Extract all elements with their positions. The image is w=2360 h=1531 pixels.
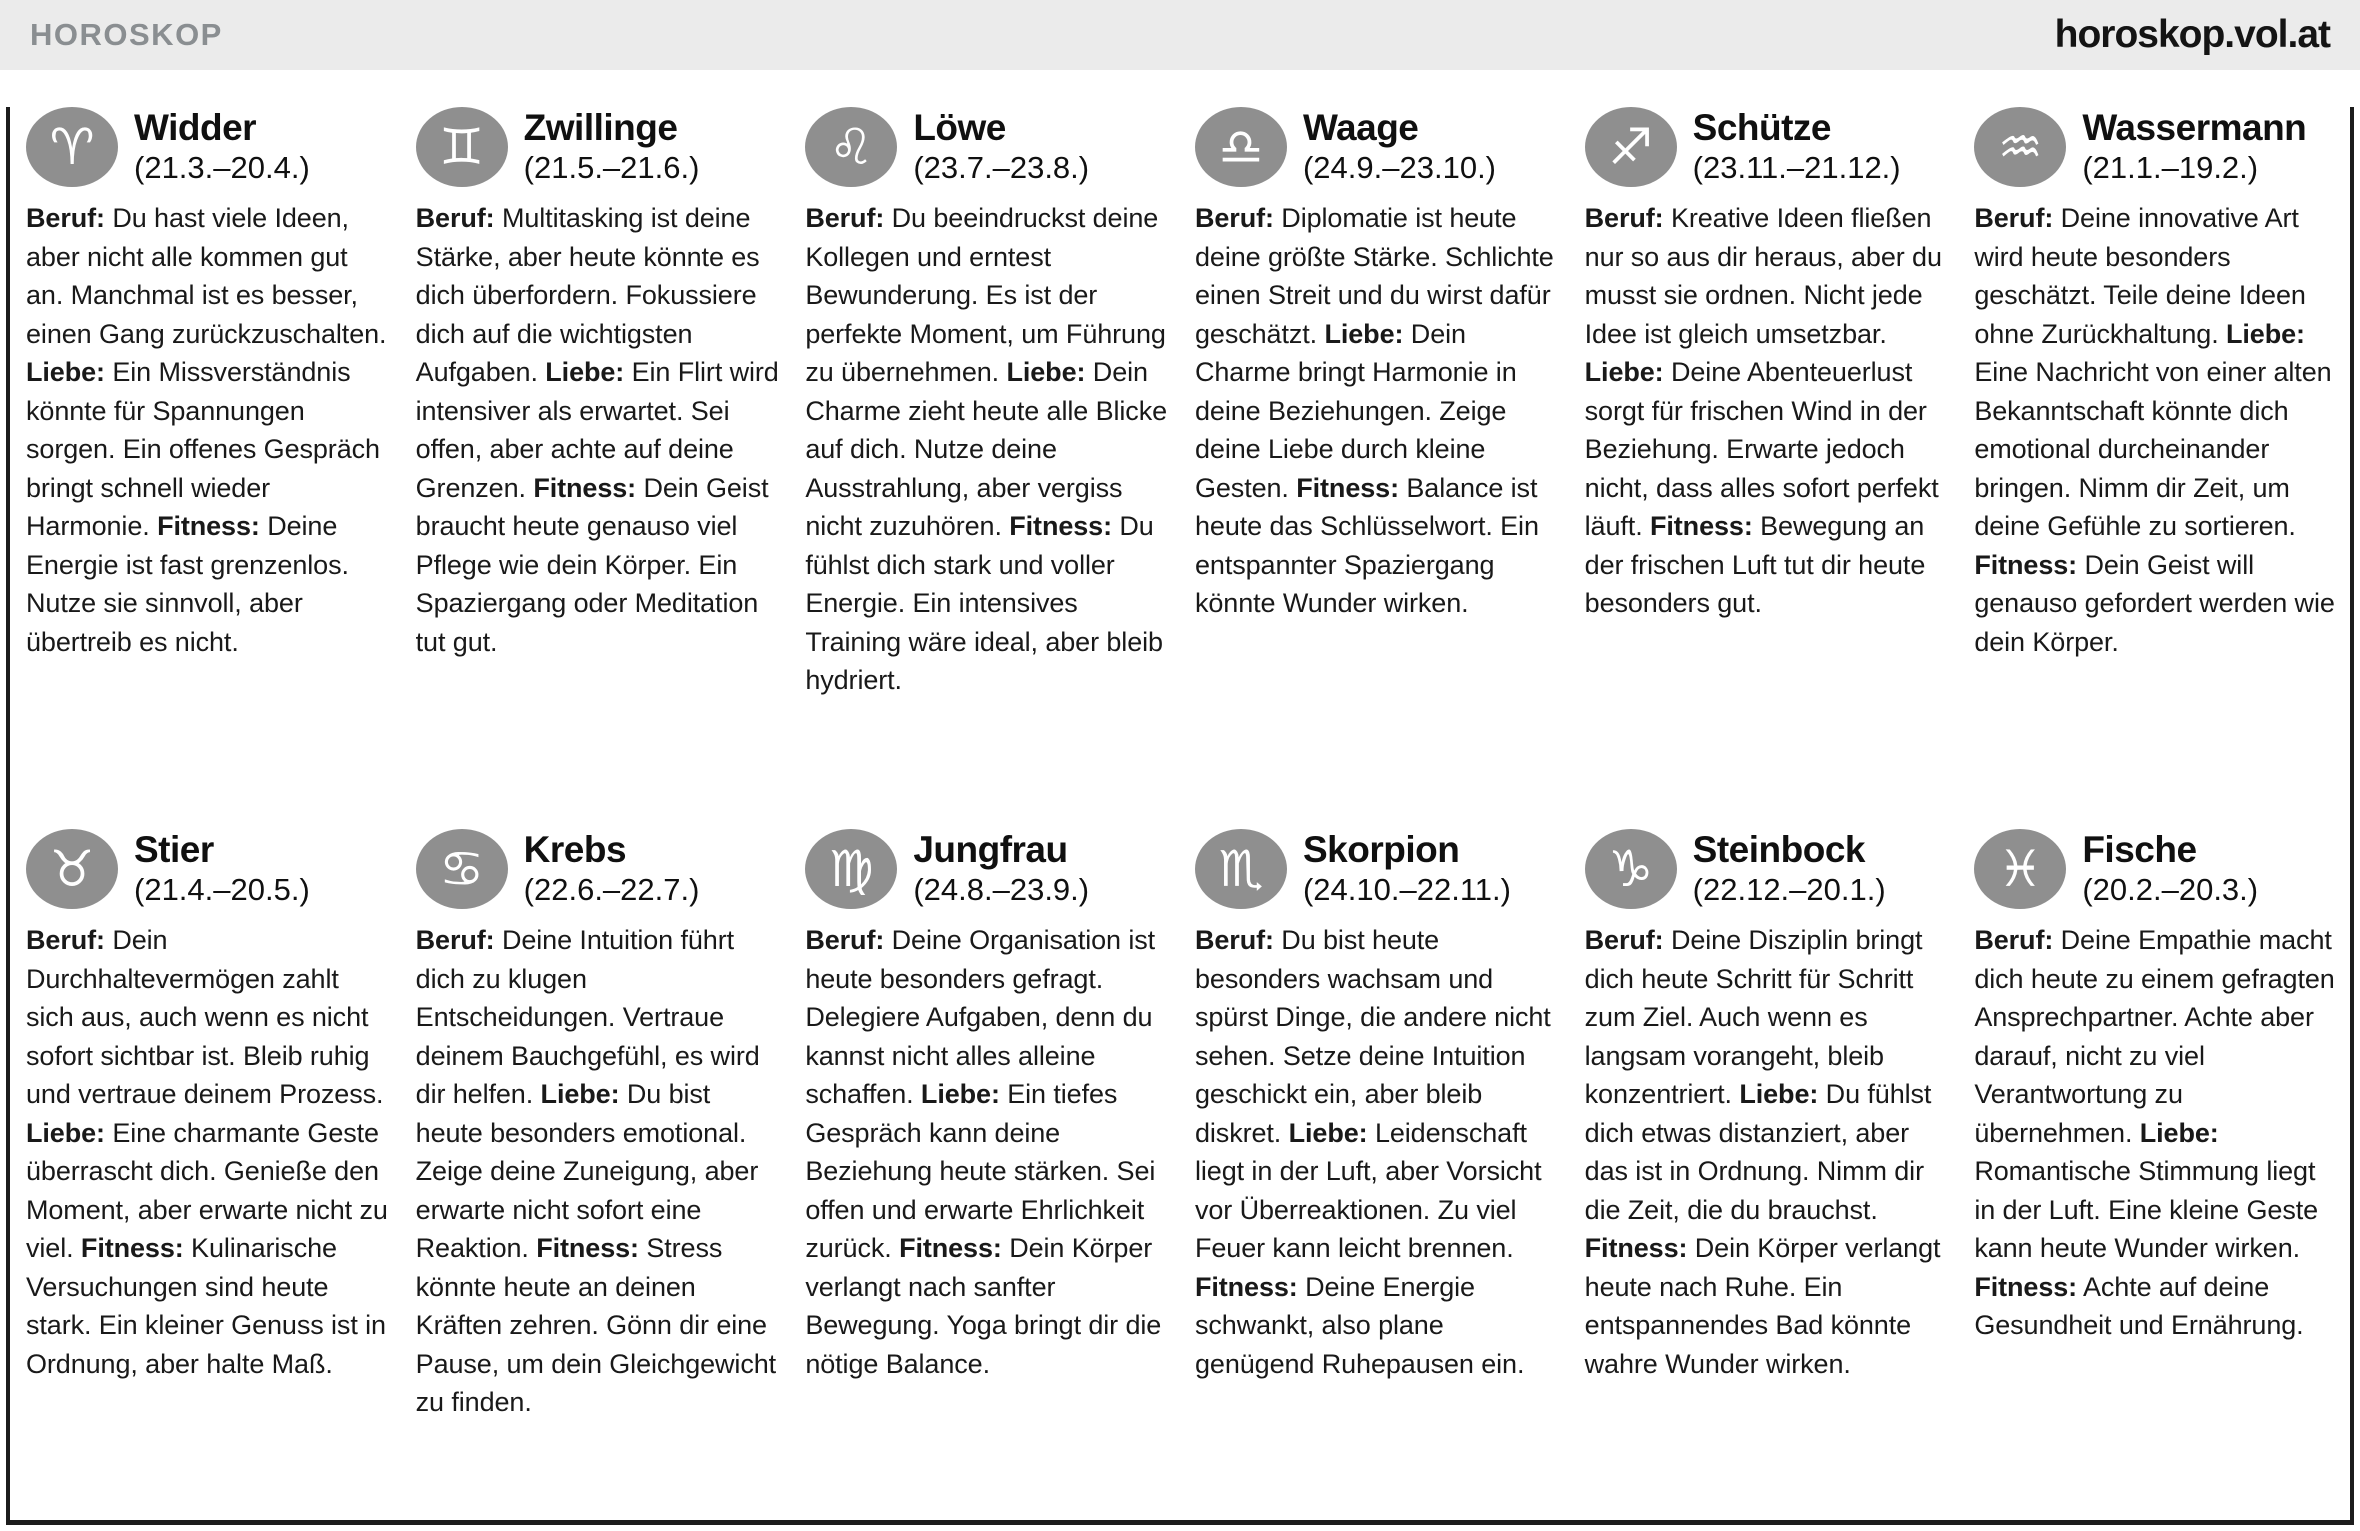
beruf-text: Du bist heute besonders wachsam und spürst Dinge, die andere nicht sehen. Setze deine Intuition geschickt ein, aber bleib diskret. — [1194, 925, 1551, 1148]
beruf-label: Beruf: — [1194, 925, 1274, 955]
liebe-text: Eine charmante Geste überrascht dich. Genieße den Moment, aber erwarte nicht zu viel. — [26, 1117, 388, 1263]
liebe-label: Liebe: — [545, 357, 625, 387]
fitness-text: Bewegung an der frischen Luft tut dir heute besonders gut. — [1584, 511, 1926, 618]
beruf-text: Deine innovative Art wird heute besonders geschätzt. Teile deine Ideen ohne Zurückhaltung. — [1974, 203, 2306, 349]
horoscope-text — [805, 921, 1169, 1383]
sign-name: Stier — [134, 829, 214, 871]
zodiac-glyph: ♋ — [439, 840, 485, 898]
sign-head — [416, 829, 780, 909]
sign-card-steinbock — [1585, 829, 1949, 1520]
sign-name: Waage — [1302, 107, 1419, 149]
sign-head — [805, 107, 1169, 187]
zwillinge-icon — [416, 107, 508, 187]
beruf-text: Diplomatie ist heute deine größte Stärke. Schlichte einen Streit und du wirst dafür geschätzt. — [1194, 203, 1554, 349]
sign-head — [1974, 107, 2338, 187]
beruf-label: Beruf: — [1974, 203, 2054, 233]
fitness-text: Dein Körper verlangt nach sanfter Bewegung. Yoga bringt dir die nötige Balance. — [805, 1233, 1162, 1379]
sign-dates: (23.11.–21.12.) — [1692, 149, 1901, 185]
fitness-label: Fitness: — [80, 1233, 184, 1263]
sign-card-schuetze — [1585, 107, 1949, 829]
stier-icon — [26, 829, 118, 909]
sign-name: Skorpion — [1302, 829, 1460, 871]
loewe-icon — [805, 107, 897, 187]
liebe-label: Liebe: — [26, 1117, 105, 1148]
sign-name: Jungfrau — [913, 829, 1068, 871]
beruf-label: Beruf: — [805, 925, 885, 955]
liebe-label: Liebe: — [1324, 318, 1404, 349]
horoscope-text — [1585, 199, 1949, 623]
sign-dates: (24.8.–23.9.) — [913, 871, 1090, 907]
beruf-label: Beruf: — [415, 203, 495, 233]
sign-dates: (21.4.–20.5.) — [134, 871, 310, 907]
sign-name: Zwillinge — [523, 107, 678, 149]
sign-dates: (21.5.–21.6.) — [523, 149, 700, 185]
fitness-label: Fitness: — [1194, 1271, 1298, 1302]
horoscope-text — [26, 199, 390, 661]
fitness-text: Dein Geist braucht heute genauso viel Pflege wie dein Körper. Ein Spaziergang oder Meditation tut gut. — [415, 472, 769, 657]
beruf-text: Deine Intuition führt dich zu klugen Entscheidungen. Vertraue deinem Bauchgefühl, es wird dir helfen. — [415, 925, 760, 1109]
sign-name: Fische — [2082, 829, 2197, 871]
zodiac-glyph: ♊ — [439, 118, 485, 176]
zodiac-glyph: ♏ — [1218, 840, 1264, 898]
sign-head — [26, 107, 390, 187]
liebe-text: Leidenschaft liegt in der Luft, aber Vorsicht vor Überreaktionen. Zu viel Feuer kann leicht brennen. — [1194, 1117, 1542, 1263]
fitness-label: Fitness: — [1974, 549, 2078, 580]
horoscope-text — [1974, 199, 2338, 661]
steinbock-icon — [1585, 829, 1677, 909]
waage-icon — [1195, 107, 1287, 187]
sign-name: Krebs — [523, 829, 627, 871]
liebe-text: Eine Nachricht von einer alten Bekanntschaft könnte dich emotional durcheinander bringen. Nimm dir Zeit, um deine Gefühle zu sortieren. — [1974, 357, 2332, 541]
beruf-label: Beruf: — [1584, 203, 1664, 233]
sign-head — [1195, 829, 1559, 909]
liebe-label: Liebe: — [540, 1079, 620, 1109]
schuetze-icon — [1585, 107, 1677, 187]
beruf-label: Beruf: — [26, 925, 105, 955]
zodiac-glyph: ♒ — [1997, 118, 2043, 176]
sign-name: Wassermann — [2082, 107, 2307, 149]
horoscope-text — [1585, 921, 1949, 1383]
zodiac-glyph: ♓ — [1997, 840, 2043, 898]
horoscope-text — [805, 199, 1169, 700]
sign-card-waage — [1195, 107, 1559, 829]
sign-card-wassermann — [1974, 107, 2338, 829]
beruf-label: Beruf: — [805, 203, 885, 233]
fitness-label: Fitness: — [1974, 1271, 2078, 1302]
fitness-label: Fitness: — [157, 511, 260, 541]
beruf-text: Dein Durchhaltevermögen zahlt sich aus, auch wenn es nicht sofort sichtbar ist. Bleib ruhig und vertraue deinem Prozess. — [26, 925, 384, 1109]
liebe-label: Liebe: — [920, 1079, 1000, 1109]
liebe-label: Liebe: — [2139, 1117, 2219, 1148]
content-frame — [6, 107, 2354, 1525]
liebe-text: Ein Missverständnis könnte für Spannungen sorgen. Ein offenes Gespräch bringt schnell wieder Harmonie. — [26, 357, 380, 541]
liebe-text: Romantische Stimmung liegt in der Luft. Eine kleine Geste kann heute Wunder wirken. — [1974, 1156, 2319, 1263]
sign-card-zwillinge — [416, 107, 780, 829]
fitness-text: Achte auf deine Gesundheit und Ernährung. — [1974, 1271, 2304, 1340]
wassermann-icon — [1974, 107, 2066, 187]
fitness-label: Fitness: — [536, 1233, 639, 1263]
liebe-text: Du bist heute besonders emotional. Zeige deine Zuneigung, aber erwarte nicht sofort eine Reaktion. — [415, 1079, 759, 1263]
fitness-label: Fitness: — [899, 1233, 1002, 1263]
beruf-label: Beruf: — [415, 925, 495, 955]
sign-card-stier — [26, 829, 390, 1520]
liebe-text: Ein Flirt wird intensiver als erwartet. Sei offen, aber achte auf deine Grenzen. — [415, 357, 779, 503]
liebe-label: Liebe: — [1288, 1117, 1368, 1148]
zodiac-glyph: ♈ — [49, 118, 95, 176]
beruf-label: Beruf: — [26, 203, 105, 233]
fitness-text: Kulinarische Versuchungen sind heute stark. Ein kleiner Genuss ist in Ordnung, aber halte Maß. — [26, 1233, 386, 1379]
skorpion-icon — [1195, 829, 1287, 909]
zodiac-glyph: ♉ — [49, 840, 95, 898]
sign-head — [805, 829, 1169, 909]
sign-dates: (21.3.–20.4.) — [134, 149, 310, 185]
signs-grid — [26, 107, 2338, 1520]
fitness-text: Du fühlst dich stark und voller Energie. Ein intensives Training wäre ideal, aber bleib hydriert. — [805, 511, 1163, 695]
fitness-text: Deine Energie ist fast grenzenlos. Nutze sie sinnvoll, aber übertreib es nicht. — [26, 511, 349, 657]
sign-head — [1974, 829, 2338, 909]
sign-card-loewe — [805, 107, 1169, 829]
beruf-text: Deine Organisation ist heute besonders gefragt. Delegiere Aufgaben, denn du kannst nicht alles alleine schaffen. — [805, 925, 1156, 1109]
sign-head — [1585, 829, 1949, 909]
sign-dates: (20.2.–20.3.) — [2082, 871, 2259, 907]
sign-name: Schütze — [1692, 107, 1832, 149]
fitness-label: Fitness: — [1650, 511, 1753, 541]
sign-card-jungfrau — [805, 829, 1169, 1520]
sign-dates: (21.1.–19.2.) — [2082, 149, 2259, 185]
beruf-text: Deine Disziplin bringt dich heute Schritt für Schritt zum Ziel. Auch wenn es langsam vorangeht, bleib konzentriert. — [1584, 925, 1923, 1109]
liebe-label: Liebe: — [1584, 357, 1664, 387]
fitness-text: Stress könnte heute an deinen Kräften zehren. Gönn dir eine Pause, um dein Gleichgewicht zu finden. — [415, 1233, 777, 1417]
beruf-text: Deine Empathie macht dich heute zu einem gefragten Ansprechpartner. Achte aber darauf, nicht zu viel Verantwortung zu übernehmen. — [1974, 925, 2335, 1148]
zodiac-glyph: ♑ — [1608, 840, 1654, 898]
beruf-text: Du beeindruckst deine Kollegen und erntest Bewunderung. Es ist der perfekte Moment, um Führung zu übernehmen. — [805, 203, 1166, 387]
zodiac-glyph: ♍ — [828, 840, 874, 898]
zodiac-glyph: ♌ — [828, 118, 874, 176]
sign-name: Steinbock — [1692, 829, 1865, 871]
sign-dates: (22.12.–20.1.) — [1692, 871, 1886, 907]
beruf-text: Du hast viele Ideen, aber nicht alle kommen gut an. Manchmal ist es besser, einen Gang zurückzuschalten. — [26, 203, 387, 349]
fitness-text: Deine Energie schwankt, also plane genügend Ruhepausen ein. — [1194, 1271, 1525, 1379]
fitness-label: Fitness: — [1296, 472, 1399, 503]
horoscope-text — [1195, 199, 1559, 623]
horoscope-text — [416, 199, 780, 661]
beruf-label: Beruf: — [1584, 925, 1664, 955]
fitness-label: Fitness: — [1009, 511, 1112, 541]
sign-head — [26, 829, 390, 909]
horoscope-text — [26, 921, 390, 1383]
page-title: HOROSKOP — [30, 17, 223, 52]
liebe-text: Dein Charme zieht heute alle Blicke auf dich. Nutze deine Ausstrahlung, aber vergiss nicht zuzuhören. — [805, 357, 1168, 541]
liebe-label: Liebe: — [2226, 318, 2305, 349]
sign-name: Löwe — [913, 107, 1006, 149]
fitness-label: Fitness: — [1584, 1233, 1688, 1263]
zodiac-glyph: ♎ — [1218, 118, 1264, 176]
sign-card-skorpion — [1195, 829, 1559, 1520]
liebe-text: Du fühlst dich etwas distanziert, aber das ist in Ordnung. Nimm dir die Zeit, die du brauchst. — [1584, 1079, 1932, 1225]
liebe-text: Ein tiefes Gespräch kann deine Beziehung heute stärken. Sei offen und erwarte Ehrlichkeit zurück. — [805, 1079, 1156, 1263]
sign-card-widder — [26, 107, 390, 829]
sign-name: Widder — [134, 107, 257, 149]
horoscope-text — [416, 921, 780, 1422]
liebe-label: Liebe: — [1739, 1079, 1819, 1109]
fitness-text: Dein Geist will genauso gefordert werden wie dein Körper. — [1974, 549, 2335, 657]
sign-card-fische — [1974, 829, 2338, 1520]
sign-card-krebs — [416, 829, 780, 1520]
horoscope-text — [1974, 921, 2338, 1345]
liebe-label: Liebe: — [1006, 357, 1086, 387]
liebe-label: Liebe: — [26, 357, 105, 387]
beruf-text: Kreative Ideen fließen nur so aus dir heraus, aber du musst sie ordnen. Nicht jede Idee ist gleich umsetzbar. — [1584, 203, 1942, 349]
sign-head — [1195, 107, 1559, 187]
sign-dates: (24.9.–23.10.) — [1302, 149, 1497, 185]
krebs-icon — [416, 829, 508, 909]
page-header — [0, 0, 2360, 70]
horoscope-text — [1195, 921, 1559, 1383]
sign-dates: (24.10.–22.11.) — [1302, 871, 1511, 907]
site-url: horoskop.vol.at — [2054, 13, 2330, 56]
beruf-label: Beruf: — [1194, 203, 1274, 233]
liebe-text: Dein Charme bringt Harmonie in deine Beziehungen. Zeige deine Liebe durch kleine Gesten. — [1194, 318, 1517, 503]
beruf-text: Multitasking ist deine Stärke, aber heute könnte es dich überfordern. Fokussiere dich auf die wichtigsten Aufgaben. — [415, 203, 760, 387]
fitness-label: Fitness: — [533, 472, 637, 503]
jungfrau-icon — [805, 829, 897, 909]
fitness-text: Balance ist heute das Schlüsselwort. Ein entspannter Spaziergang könnte Wunder wirken. — [1194, 472, 1539, 618]
sign-head — [416, 107, 780, 187]
beruf-label: Beruf: — [1974, 925, 2054, 955]
fische-icon — [1974, 829, 2066, 909]
zodiac-glyph: ♐ — [1608, 118, 1654, 176]
liebe-text: Deine Abenteuerlust sorgt für frischen Wind in der Beziehung. Erwarte jedoch nicht, dass alles sofort perfekt läuft. — [1584, 357, 1939, 541]
widder-icon — [26, 107, 118, 187]
sign-head — [1585, 107, 1949, 187]
sign-dates: (22.6.–22.7.) — [523, 871, 700, 907]
fitness-text: Dein Körper verlangt heute nach Ruhe. Ein entspannendes Bad könnte wahre Wunder wirken. — [1584, 1233, 1941, 1379]
sign-dates: (23.7.–23.8.) — [913, 149, 1090, 185]
